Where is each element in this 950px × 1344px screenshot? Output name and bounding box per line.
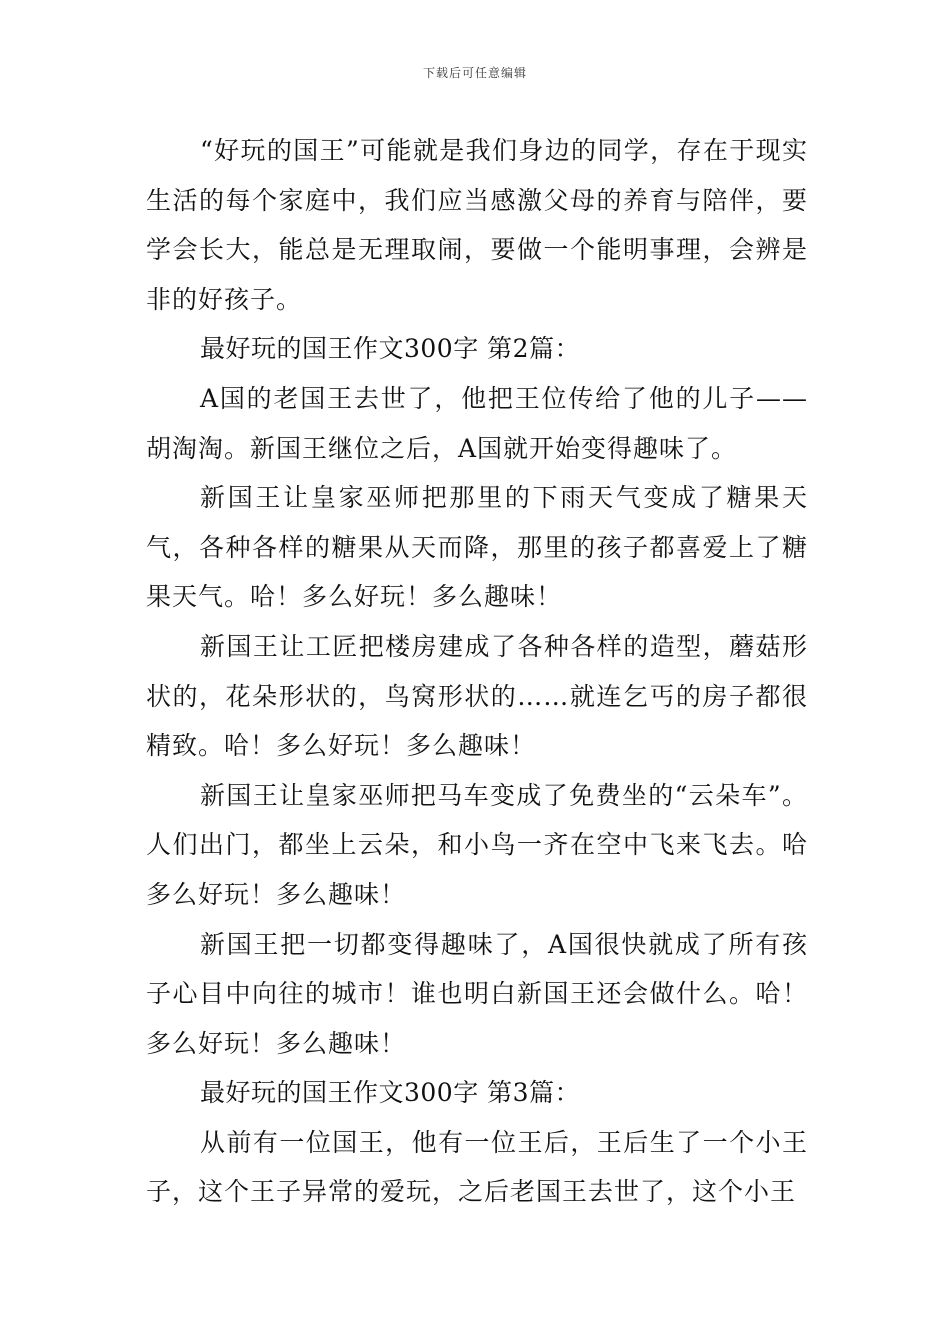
document-body [146,126,808,1217]
paragraph-2: A国的老国王去世了，他把王位传给了他的儿子——胡淘淘。新国王继位之后，A国就开始变得趣味了。 [146,383,808,463]
paragraph-1: “好玩的国王”可能就是我们身边的同学，存在于现实生活的每个家庭中，我们应当感激父母的养育与陪伴，要学会长大，能总是无理取闹，要做一个能明事理，会辨是非的好孩子。 [146,136,808,314]
paragraph-5: 新国王让皇家巫师把马车变成了免费坐的“云朵车”。人们出门，都坐上云朵，和小鸟一齐在空中飞来飞去。哈多么好玩！多么趣味！ [146,780,808,909]
paragraph-3: 新国王让皇家巫师把那里的下雨天气变成了糖果天气，各种各样的糖果从天而降，那里的孩子都喜爱上了糖果天气。哈！多么好玩！多么趣味！ [146,483,808,612]
section-heading-2: 最好玩的国王作文300字 第2篇： [200,334,581,364]
page-header: 下载后可任意编辑 [422,66,527,80]
paragraph-6: 新国王把一切都变得趣味了，A国很快就成了所有孩子心目中向往的城市！谁也明白新国王还会做什么。哈！多么好玩！多么趣味！ [146,929,808,1058]
paragraph-4: 新国王让工匠把楼房建成了各种各样的造型，蘑菇形状的，花朵形状的，鸟窝形状的……就连乞丐的房子都很精致。哈！多么好玩！多么趣味！ [146,631,808,761]
section-heading-3: 最好玩的国王作文300字 第3篇： [200,1078,581,1108]
paragraph-7: 从前有一位国王，他有一位王后，王后生了一个小王子，这个王子异常的爱玩，之后老国王去世了，这个小王 [146,1127,808,1207]
